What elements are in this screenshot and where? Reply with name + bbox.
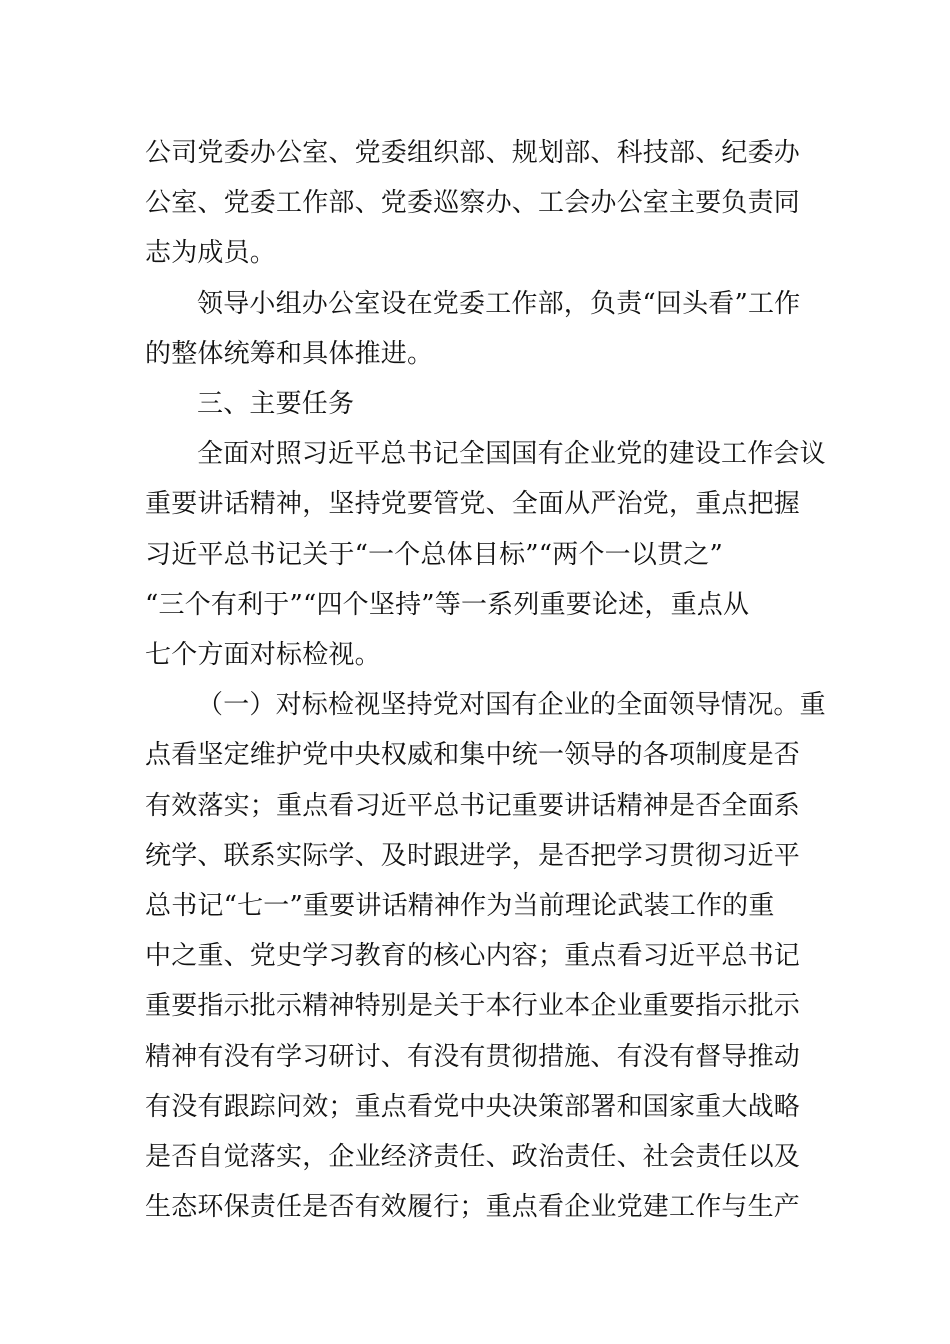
text-line: “三个有利于”“四个坚持”等一系列重要论述，重点从 — [145, 589, 750, 620]
text-line: 七个方面对标检视。 — [145, 640, 381, 671]
text-line: 中之重、党史学习教育的核心内容；重点看习近平总书记 — [145, 941, 801, 972]
text-line: 领导小组办公室设在党委工作部，负责“回头看”工作 — [197, 288, 801, 319]
text-line: 精神有没有学习研讨、有没有贯彻措施、有没有督导推动 — [145, 1041, 801, 1072]
text-line: 有没有跟踪问效；重点看党中央决策部署和国家重大战略 — [145, 1091, 801, 1122]
text-line: 的整体统筹和具体推进。 — [145, 338, 434, 369]
text-line: 有效落实；重点看习近平总书记重要讲话精神是否全面系 — [145, 790, 801, 821]
section-title: 三、主要任务 — [197, 389, 355, 420]
paragraph-members — [145, 128, 810, 279]
text-line: 点看坚定维护党中央权威和集中统一领导的各项制度是否 — [145, 740, 801, 771]
text-line: （一）对标检视坚持党对国有企业的全面领导情况。重 — [197, 690, 826, 721]
text-line: 志为成员。 — [145, 238, 277, 269]
paragraph-office — [145, 279, 810, 379]
text-line: 公司党委办公室、党委组织部、规划部、科技部、纪委办 — [145, 138, 801, 168]
text-line: 习近平总书记关于“一个总体目标”“两个一以贯之” — [145, 539, 723, 570]
document-body — [145, 128, 826, 1232]
text-line: 重要讲话精神，坚持党要管党、全面从严治党，重点把握 — [145, 489, 801, 520]
text-line: 重要指示批示精神特别是关于本行业本企业重要指示批示 — [145, 991, 801, 1022]
text-line: 全面对照习近平总书记全国国有企业党的建设工作会议 — [197, 439, 826, 470]
text-line: 是否自觉落实，企业经济责任、政治责任、社会责任以及 — [145, 1142, 801, 1173]
text-line: 总书记“七一”重要讲话精神作为当前理论武装工作的重 — [145, 891, 775, 922]
paragraph-overview — [145, 429, 826, 680]
text-line: 统学、联系实际学、及时跟进学，是否把学习贯彻习近平 — [145, 840, 801, 871]
paragraph-item-1 — [145, 680, 826, 1232]
text-line: 生态环保责任是否有效履行；重点看企业党建工作与生产 — [145, 1192, 801, 1223]
text-line: 公室、党委工作部、党委巡察办、工会办公室主要负责同 — [145, 188, 801, 219]
section-heading — [145, 379, 810, 429]
